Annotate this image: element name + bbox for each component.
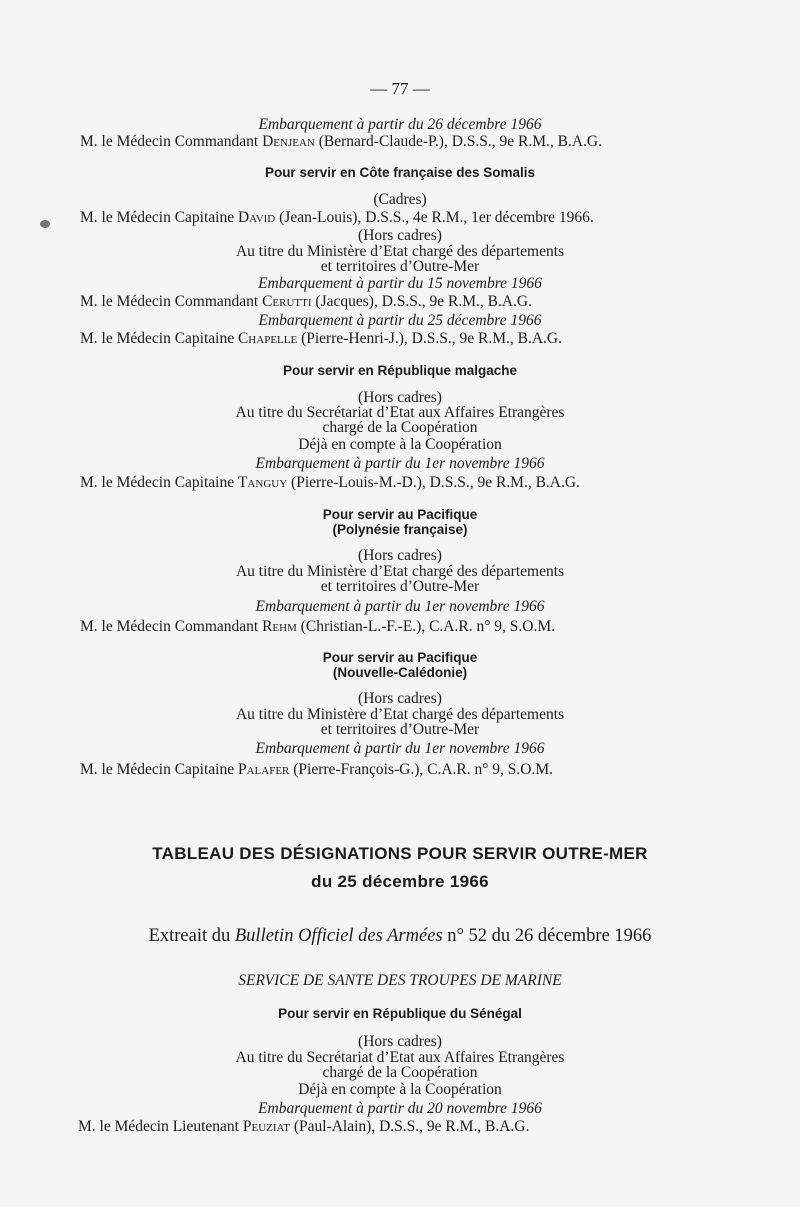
embarkation-line: Embarquement à partir du 15 novembre 1966 (258, 275, 542, 292)
service-line: SERVICE DE SANTE DES TROUPES DE MARINE (238, 972, 562, 989)
category-line: (Hors cadres) (358, 227, 442, 244)
section-heading: Pour servir en République du Sénégal (278, 1006, 522, 1021)
bulletin-title: Bulletin Officiel des Armées (234, 926, 443, 946)
status-line: Déjà en compte à la Coopération (298, 436, 502, 453)
embarkation-line: Embarquement à partir du 25 décembre 1966 (258, 312, 542, 329)
authority-line: et territoires d’Outre-Mer (320, 721, 480, 738)
embarkation-line: Embarquement à partir du 1er novembre 1966 (255, 455, 545, 472)
section-heading: Pour servir au Pacifique (322, 650, 478, 665)
page-number: — 77 — (370, 79, 430, 98)
scan-speck (40, 220, 50, 228)
surname: Denjean (262, 133, 315, 150)
category-line: (Hors cadres) (358, 547, 442, 564)
person-entry: M. le Médecin Commandant Denjean (Bernard-Claude-P.), D.S.S., 9e R.M., B.A.G. (80, 133, 603, 150)
person-entry: M. le Médecin Capitaine Tanguy (Pierre-Louis-M.-D.), D.S.S., 9e R.M., B.A.G. (80, 474, 580, 491)
surname: David (237, 209, 276, 226)
person-entry: M. le Médecin Commandant Cerutti (Jacques), D.S.S., 9e R.M., B.A.G. (80, 293, 532, 310)
embarkation-line: Embarquement à partir du 20 novembre 1966 (258, 1100, 542, 1117)
surname: Rehm (262, 618, 297, 635)
section-heading: Pour servir au Pacifique (322, 507, 478, 522)
surname: Palafer (237, 761, 290, 778)
section-heading: Pour servir en Côte française des Somalis (264, 165, 536, 180)
category-line: (Hors cadres) (358, 690, 442, 707)
category-line: (Cadres) (373, 191, 427, 208)
section-subheading: (Nouvelle-Calédonie) (332, 665, 468, 680)
person-entry: M. le Médecin Capitaine Chapelle (Pierre-Henri-J.), D.S.S., 9e R.M., B.A.G. (80, 330, 562, 347)
section-heading: Pour servir en République malgache (282, 363, 518, 378)
person-entry: M. le Médecin Lieutenant Peuziat (Paul-Alain), D.S.S., 9e R.M., B.A.G. (78, 1118, 530, 1135)
status-line: Déjà en compte à la Coopération (298, 1081, 502, 1098)
person-entry: M. le Médecin Capitaine Palafer (Pierre-François-G.), C.A.R. n° 9, S.O.M. (80, 761, 554, 778)
authority-line: chargé de la Coopération (322, 1064, 478, 1081)
category-line: (Hors cadres) (358, 1033, 442, 1050)
surname: Peuziat (242, 1118, 290, 1135)
surname: Chapelle (237, 330, 298, 347)
extract-line: Extreait du Bulletin Officiel des Armées n° 52 du 26 décembre 1966 (148, 926, 652, 946)
authority-line: et territoires d’Outre-Mer (320, 578, 480, 595)
embarkation-line: Embarquement à partir du 1er novembre 1966 (255, 740, 545, 757)
person-entry: M. le Médecin Commandant Rehm (Christian-L.-F.-E.), C.A.R. n° 9, S.O.M. (80, 618, 556, 635)
authority-line: Au titre du Ministère d’Etat chargé des départements (235, 706, 565, 723)
authority-line: Au titre du Secrétariat d’Etat aux Affaires Etrangères (235, 1049, 565, 1066)
authority-line: et territoires d’Outre-Mer (320, 258, 480, 275)
embarkation-line: Embarquement à partir du 1er novembre 1966 (255, 598, 545, 615)
authority-line: Au titre du Ministère d’Etat chargé des départements (235, 243, 565, 260)
surname: Tanguy (237, 474, 288, 491)
category-line: (Hors cadres) (358, 389, 442, 406)
authority-line: Au titre du Secrétariat d’Etat aux Affaires Etrangères (235, 404, 565, 421)
table-title: TABLEAU DES DÉSIGNATIONS POUR SERVIR OUTRE-MER (152, 844, 648, 863)
table-date: du 25 décembre 1966 (311, 872, 489, 891)
authority-line: chargé de la Coopération (322, 419, 478, 436)
person-entry: M. le Médecin Capitaine David (Jean-Louis), D.S.S., 4e R.M., 1er décembre 1966. (80, 209, 594, 226)
authority-line: Au titre du Ministère d’Etat chargé des départements (235, 563, 565, 580)
embarkation-line: Embarquement à partir du 26 décembre 1966 (258, 116, 542, 133)
surname: Cerutti (262, 293, 312, 310)
section-subheading: (Polynésie française) (332, 522, 468, 537)
